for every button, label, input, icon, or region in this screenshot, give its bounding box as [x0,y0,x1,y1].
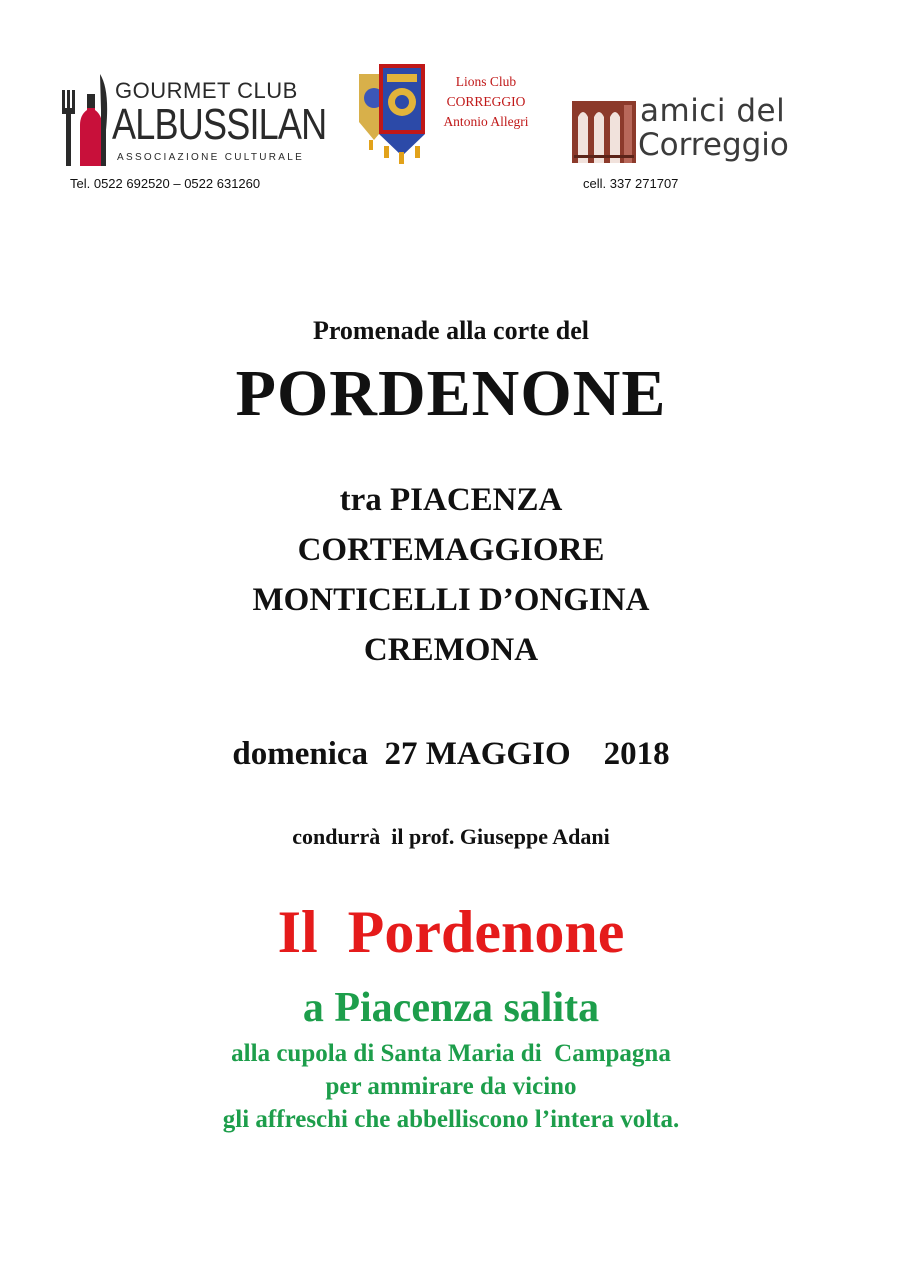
city-line: MONTICELLI D’ONGINA [252,582,650,618]
gourmet-club-logo [60,70,327,170]
event-date: domenica 27 MAGGIO 2018 [232,736,670,772]
lions-club-line3: Antonio Allegri [443,114,529,129]
description-line: per ammirare da vicino [325,1073,577,1100]
highlight-subtitle: a Piacenza salita [302,985,600,1031]
phone-numbers: Tel. 0522 692520 – 0522 631260 [70,176,261,191]
lions-club-line2: CORREGGIO [446,94,526,109]
lions-pennant-icon [355,60,435,165]
guide-line: condurrà il prof. Giuseppe Adani [292,824,610,849]
lions-club-text [431,72,541,132]
amici-del-correggio-logo [572,95,822,165]
city-line: CREMONA [363,632,539,668]
lions-club-logo [355,60,545,165]
highlight-title: Il Pordenone [277,899,625,965]
lions-club-line1: Lions Club [455,74,517,89]
page-title: PORDENONE [235,357,667,430]
city-line: tra PIACENZA [339,482,563,518]
gourmet-club-label: GOURMET CLUB [115,78,298,103]
description-line: gli affreschi che abbelliscono l’intera volta. [222,1106,680,1133]
associazione-label: ASSOCIAZIONE CULTURALE [117,152,305,163]
correggio-label: Correggio [638,127,789,163]
city-line: CORTEMAGGIORE [297,532,605,568]
arches-icon [572,95,636,165]
amici-del-label: amici del [640,93,786,129]
cell-number: cell. 337 271707 [583,176,679,191]
description-line: alla cupola di Santa Maria di Campagna [231,1040,671,1067]
fork-knife-bottle-icon [60,70,112,170]
intro-line: Promenade alla corte del [312,316,590,345]
albussilan-label: ALBUSSILAN [112,100,327,149]
